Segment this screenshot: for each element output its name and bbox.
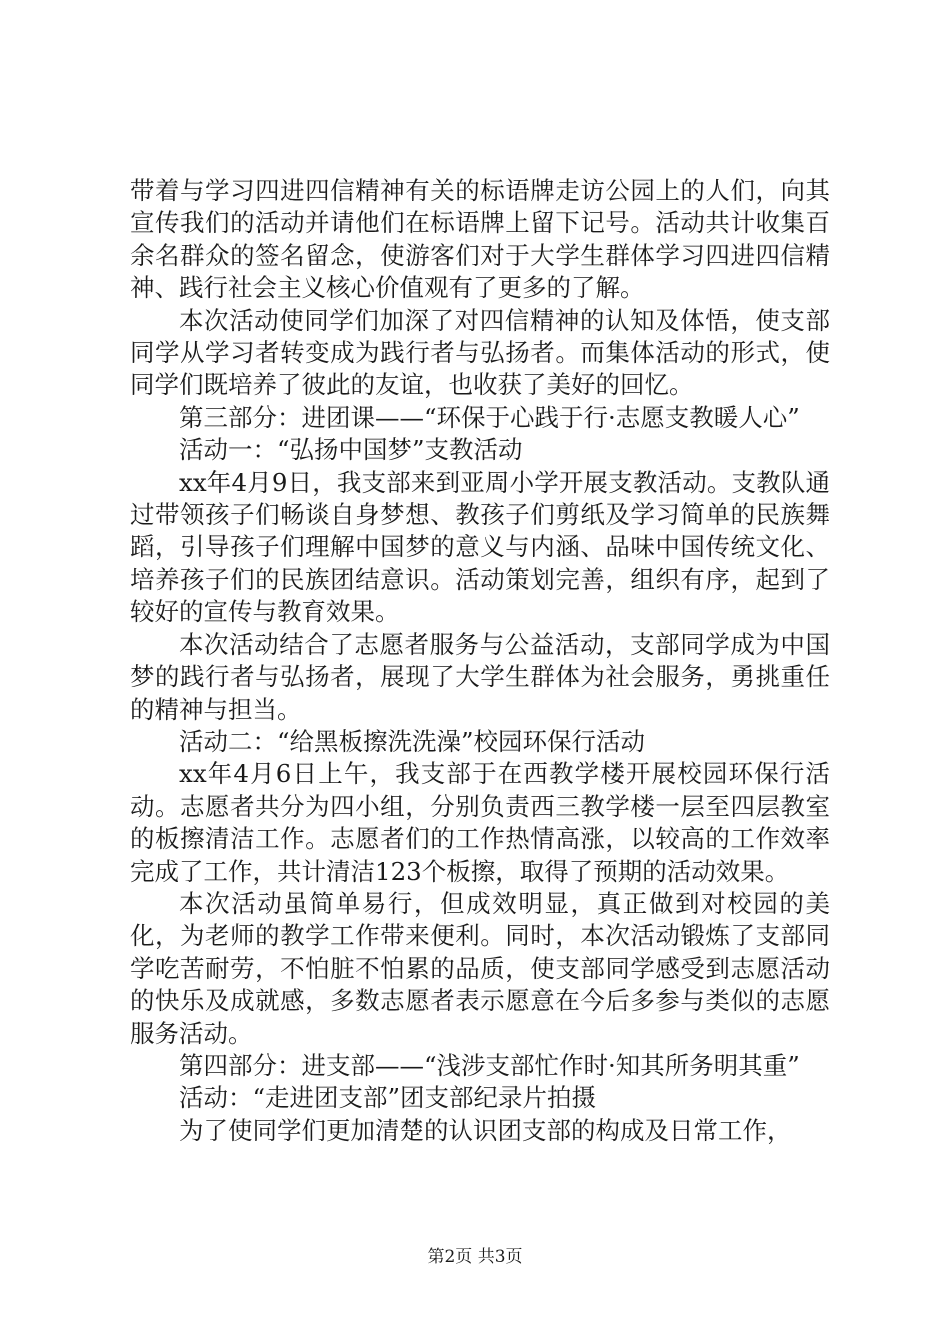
paragraph-4: 本次活动结合了志愿者服务与公益活动，支部同学成为中国梦的践行者与弘扬者，展现了大学生群体为社会服务，勇挑重任的精神与担当。 [130,629,830,724]
page-number: 第2页 共3页 [427,1247,523,1267]
activity-heading-2: 活动二：“给黑板擦洗洗澡”校园环保行活动 [179,726,646,756]
document-body [130,175,830,1147]
activity-heading-3: 活动：“走进团支部”团支部纪录片拍摄 [179,1083,597,1113]
paragraph-5: xx年4月6日上午，我支部于在西教学楼开展校园环保行活动。志愿者共分为四小组，分别负责西三教学楼一层至四层教室的板擦清洁工作。志愿者们的工作热情高涨，以较高的工作效率完成了工作，共计清洁123个板擦，取得了预期的活动效果。 [130,759,830,886]
section-heading-part-4: 第四部分：进支部——“浅涉支部忙作时·知其所务明其重” [179,1050,800,1080]
paragraph-1: 带着与学习四进四信精神有关的标语牌走访公园上的人们，向其宣传我们的活动并请他们在标语牌上留下记号。活动共计收集百余名群众的签名留念，使游客们对于大学生群体学习四进四信精神、践行社会主义核心价值观有了更多的了解。 [130,176,830,303]
paragraph-2: 本次活动使同学们加深了对四信精神的认知及体悟，使支部同学从学习者转变成为践行者与弘扬者。而集体活动的形式，使同学们既培养了彼此的友谊，也收获了美好的回忆。 [130,305,830,400]
paragraph-7: 为了使同学们更加清楚的认识团支部的构成及日常工作， [179,1115,792,1145]
activity-heading-1: 活动一：“弘扬中国梦”支教活动 [179,435,523,465]
paragraph-3: xx年4月9日，我支部来到亚周小学开展支教活动。支教队通过带领孩子们畅谈自身梦想、教孩子们剪纸及学习简单的民族舞蹈，引导孩子们理解中国梦的意义与内涵、品味中国传统文化、培养孩子们的民族团结意识。活动策划完善，组织有序，起到了较好的宣传与教育效果。 [130,467,830,627]
section-heading-part-3: 第三部分：进团课——“环保于心践于行·志愿支教暖人心” [179,402,800,432]
paragraph-6: 本次活动虽简单易行，但成效明显，真正做到对校园的美化，为老师的教学工作带来便利。同时，本次活动锻炼了支部同学吃苦耐劳，不怕脏不怕累的品质，使支部同学感受到志愿活动的快乐及成就感，多数志愿者表示愿意在今后多参与类似的志愿服务活动。 [130,888,830,1048]
